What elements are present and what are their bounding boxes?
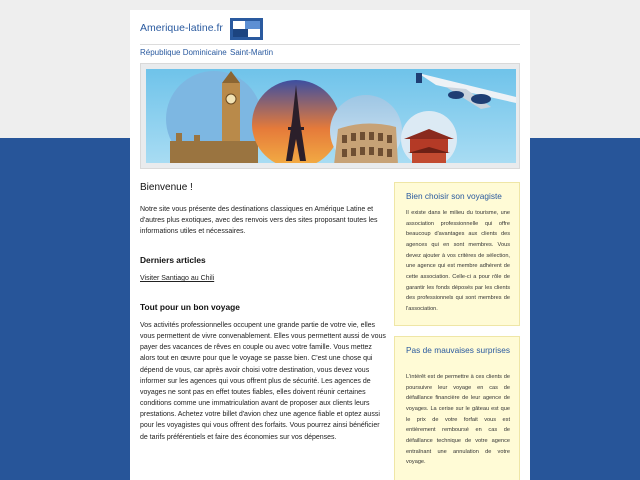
sidebar-box-text: L'intérêt est de permettre à ces clients de poursuivre leur voyage en cas de défaillance financière de leur agence de voyages. La cerise sur le gâteau est que le prix de votre forfait vous est entièrement remboursé en cas de défaillance technique de votre agence entraînant une annulation de votre voyage. bbox=[406, 374, 510, 466]
nav-link-saint-martin[interactable]: Saint-Martin bbox=[230, 48, 274, 57]
nav-link-republique-dominicaine[interactable]: République Dominicaine bbox=[140, 48, 227, 57]
welcome-paragraph: Notre site vous présente des destinations classiques en Amérique Latine et d'autres plus exotiques, avec des renvois vers des sites proposant toutes les informations utiles et nécessaires. bbox=[140, 206, 378, 236]
trip-heading: Tout pour un bon voyage bbox=[140, 302, 240, 312]
site-header bbox=[140, 10, 520, 45]
trip-paragraph: Vos activités professionnelles occupent une grande partie de votre vie, elles vous permettent de vivre convenablement. Elles vous permettent aussi de vous payer des vacances de rêves en couple ou avec votre famille. Vous mettez alors tout en œuvre pour que le voyage se passe bien. C'est une chose qui dépend de vous, car après avoir choisi votre destination, vous devez vous informer sur les agences qui vous offrent plus de sécurité. Les agences de voyages ne sont pas en effet toutes fiables, elles doivent réunir certaines conditions comme une immatriculation avant de proposer aux clients leurs prestations. Achetez votre billet d'avion chez une agence fiable et optez aussi pour les voyagistes qui vous offrent des forfaits. Vous pourrez ainsi bénéficier de tarifs préférentiels et faire des économies sur vos dépenses. bbox=[140, 322, 386, 441]
sidebar-box-surprises bbox=[394, 336, 520, 480]
sidebar-box-title: Pas de mauvaises surprises bbox=[406, 345, 510, 355]
site-title-link[interactable]: Amerique-latine.fr bbox=[140, 22, 223, 34]
banner-frame bbox=[140, 63, 520, 169]
big-ben-icon bbox=[166, 71, 262, 163]
sidebar-box-voyagiste bbox=[394, 182, 520, 326]
blue-square-logo-icon[interactable] bbox=[230, 18, 263, 40]
recent-articles-heading: Derniers articles bbox=[140, 255, 206, 265]
welcome-heading: Bienvenue ! bbox=[140, 182, 193, 193]
page-container bbox=[130, 10, 530, 480]
banner-image bbox=[146, 69, 516, 163]
sidebar-box-title: Bien choisir son voyagiste bbox=[406, 191, 502, 201]
sidebar-box-text: Il existe dans le milieu du tourisme, une association professionnelle qui offre beaucoup d'avantages aux clients des agences qui en sont membres. Vous devez ajouter à vos critères de sélection, une agence qui est membre adhérent de cette association. Celle-ci a pour rôle de garantir les fonds déposés par les clients des professionnels qui sont membres de l'association. bbox=[406, 210, 510, 312]
article-link-santiago[interactable]: Visiter Santiago au Chili bbox=[140, 275, 215, 282]
